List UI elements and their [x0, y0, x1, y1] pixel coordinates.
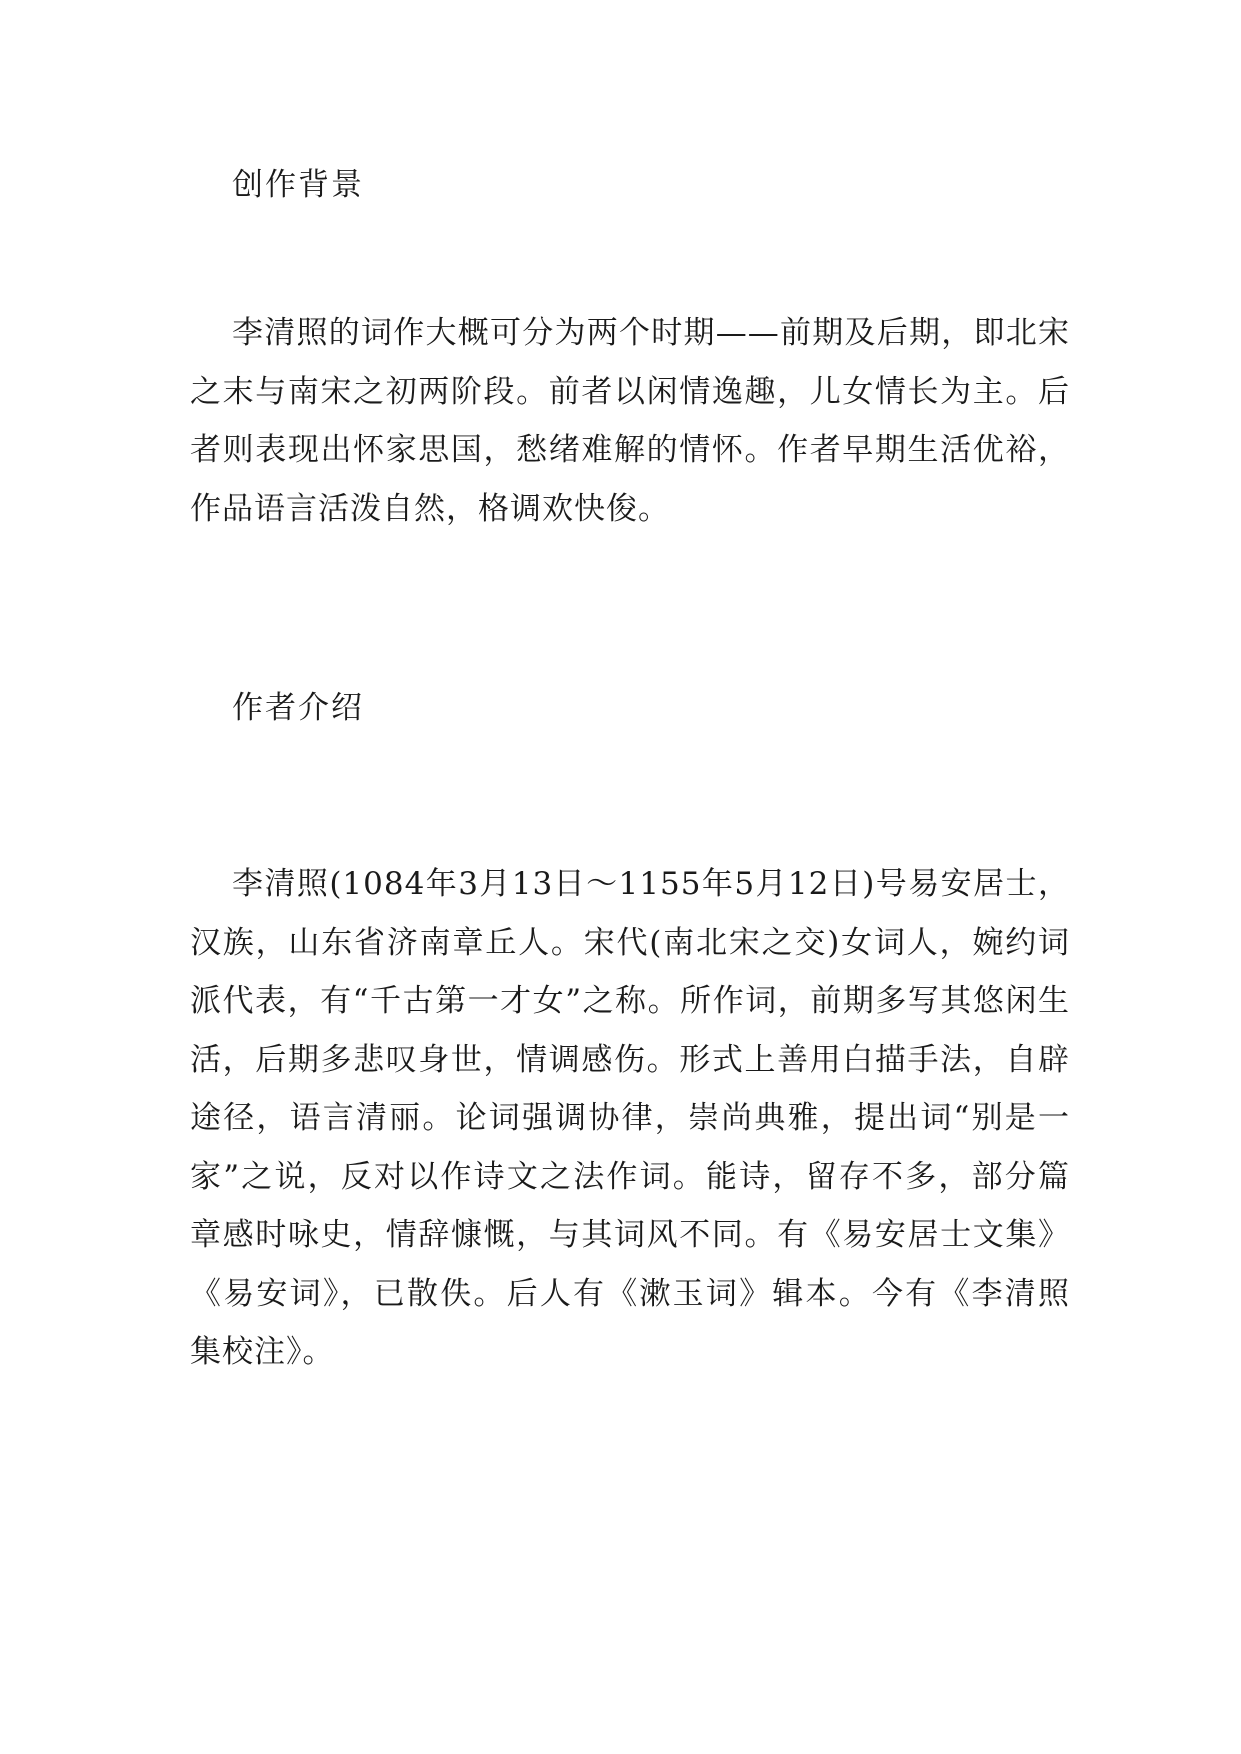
- section-paragraph-background: 李清照的词作大概可分为两个时期——前期及后期，即北宋之末与南宋之初两阶段。前者以闲情逸趣，儿女情长为主。后者则表现出怀家思国，愁绪难解的情怀。作者早期生活优裕，作品语言活泼自然，格调欢快俊。: [190, 315, 1070, 527]
- section-heading-author: 作者介绍: [232, 690, 364, 726]
- section-heading-background: 创作背景: [232, 167, 364, 203]
- section-paragraph-author: 李清照(1084年3月13日～1155年5月12日)号易安居士，汉族，山东省济南章丘人。宋代(南北宋之交)女词人，婉约词派代表，有“千古第一才女”之称。所作词，前期多写其悠闲生活，后期多悲叹身世，情调感伤。形式上善用白描手法，自辟途径，语言清丽。论词强调协律，崇尚典雅，提出词“别是一家”之说，反对以作诗文之法作词。能诗，留存不多，部分篇章感时咏史，情辞慷慨，与其词风不同。有《易安居士文集》《易安词》，已散佚。后人有《漱玉词》辑本。今有《李清照集校注》。: [190, 866, 1070, 1370]
